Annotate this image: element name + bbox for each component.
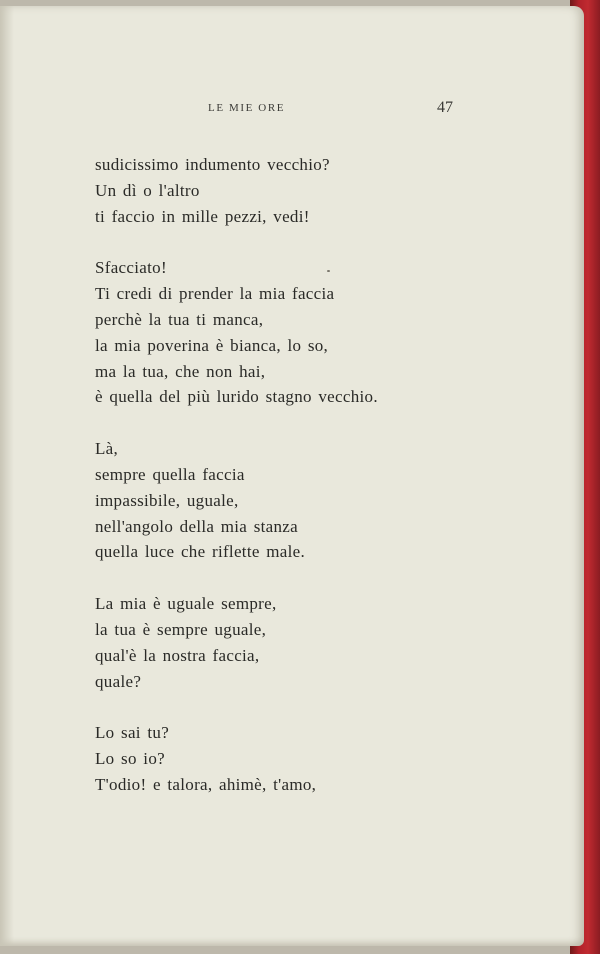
poem-line: Ti credi di prender la mia faccia (95, 284, 335, 304)
poem-line: Là, (95, 439, 119, 459)
page-number: 47 (437, 99, 453, 116)
poem-line: nell'angolo della mia stanza (95, 516, 298, 536)
poem-line: Lo sai tu? (95, 723, 170, 743)
stanza (95, 255, 555, 410)
stanza (95, 152, 555, 229)
poem-line: ti faccio in mille pezzi, vedi! (95, 206, 310, 226)
running-title: LE MIE ORE (208, 102, 286, 114)
poem-line: qual'è la nostra faccia, (95, 645, 260, 665)
poem-line: perchè la tua ti manca, (95, 309, 264, 329)
poem-line: quella luce che riflette male. (95, 542, 306, 562)
poem-line: la tua è sempre uguale, (95, 619, 267, 639)
page-gutter (0, 6, 14, 946)
poem-line: impassibile, uguale, (95, 490, 239, 510)
poem-line: Un dì o l'altro (95, 180, 200, 200)
poem-line: è quella del più lurido stagno vecchio. (95, 387, 378, 407)
page-sheet (0, 6, 584, 946)
poem-line: sempre quella faccia (95, 464, 245, 484)
poem-line: Lo so io? (95, 749, 165, 769)
poem-line: la mia poverina è bianca, lo so, (95, 335, 329, 355)
stanza (95, 720, 555, 797)
poem-line: sudicissimo indumento vecchio? (95, 155, 330, 174)
poem-line: Sfacciato! (95, 258, 167, 278)
stanza (95, 591, 555, 694)
poem-line: quale? (95, 671, 142, 691)
poem-body (95, 152, 555, 824)
stanza (95, 436, 555, 565)
poem-line: ma la tua, che non hai, (95, 361, 266, 381)
poem-line: La mia è uguale sempre, (95, 594, 277, 614)
poem-line: T'odio! e talora, ahimè, t'amo, (95, 774, 317, 794)
